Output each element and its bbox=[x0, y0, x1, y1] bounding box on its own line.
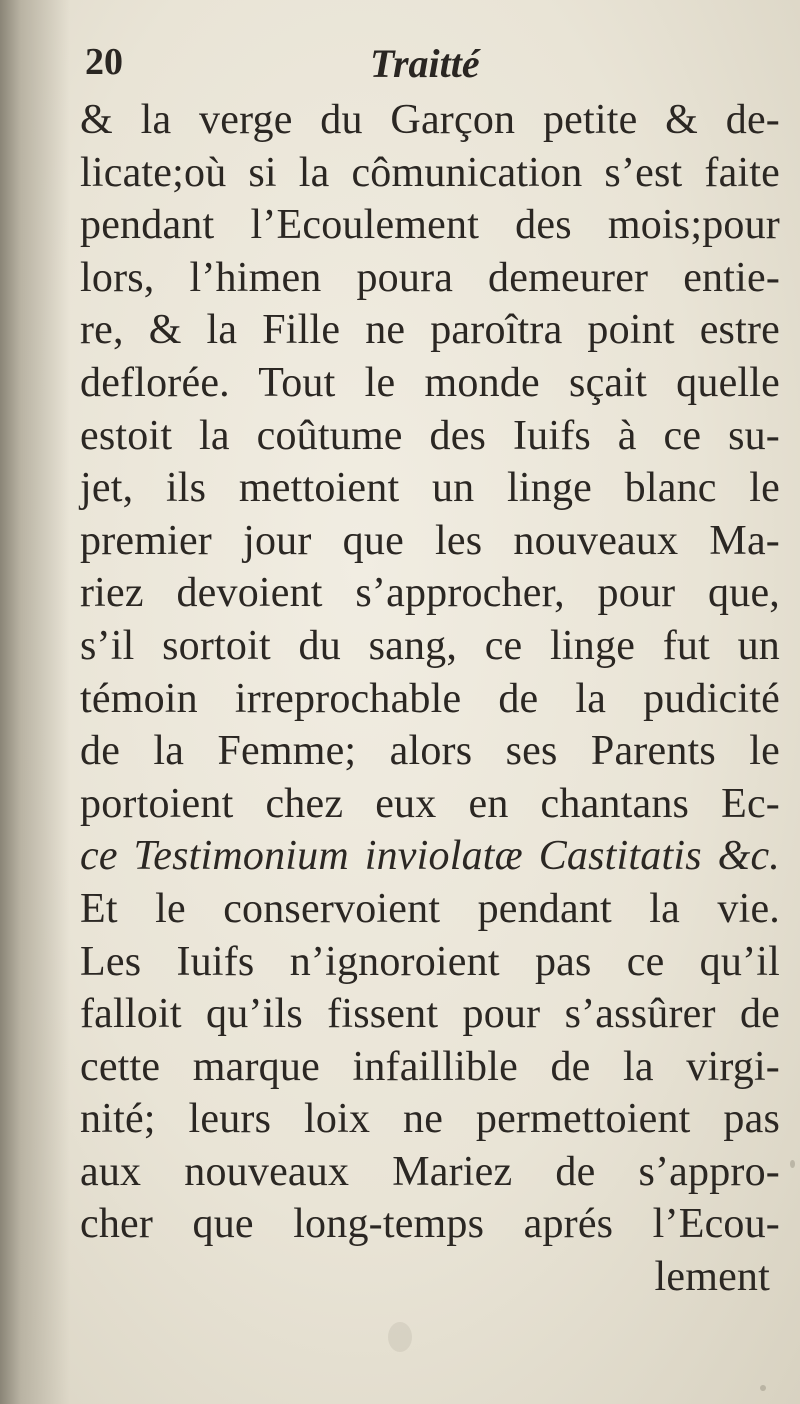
paper-speck bbox=[790, 1160, 795, 1168]
text-line: ce Testimonium inviolatæ Castitatis &c. bbox=[80, 833, 780, 880]
text-line: témoin irreprochable de la pudicité bbox=[80, 675, 780, 722]
body-text bbox=[80, 94, 780, 1304]
text-line: estoit la coûtume des Iuifs à ce su- bbox=[80, 412, 780, 459]
text-line: premier jour que les nouveaux Ma- bbox=[80, 517, 780, 564]
text-line: & la verge du Garçon petite & de- bbox=[80, 97, 780, 143]
catchword: lement bbox=[654, 1254, 770, 1301]
text-line: cher que long-temps aprés l’Ecou- bbox=[80, 1201, 780, 1248]
gutter-shadow bbox=[0, 0, 70, 1404]
text-line: riez devoient s’approcher, pour que, bbox=[80, 570, 780, 617]
text-line: portoient chez eux en chantans Ec- bbox=[80, 780, 780, 827]
page-number: 20 bbox=[85, 41, 123, 83]
page-header bbox=[85, 40, 725, 90]
paper-speck bbox=[760, 1385, 766, 1391]
text-line: pendant l’Ecoulement des mois;pour bbox=[80, 202, 780, 249]
paper-speck bbox=[388, 1322, 412, 1352]
text-line: jet, ils mettoient un linge blanc le bbox=[80, 465, 780, 512]
text-line: de la Femme; alors ses Parents le bbox=[80, 728, 780, 775]
text-line: nité; leurs loix ne permettoient pas bbox=[80, 1096, 780, 1143]
running-head: Traitté bbox=[370, 41, 480, 86]
text-line: falloit qu’ils fissent pour s’assûrer de bbox=[80, 991, 780, 1038]
text-line: s’il sortoit du sang, ce linge fut un bbox=[80, 622, 780, 669]
text-line: re, & la Fille ne paroîtra point estre bbox=[80, 307, 780, 354]
text-line: Et le conservoient pendant la vie. bbox=[80, 885, 780, 932]
text-line: licate;où si la cômunication s’est faite bbox=[80, 149, 780, 196]
text-line: Les Iuifs n’ignoroient pas ce qu’il bbox=[80, 938, 780, 985]
text-line: deflorée. Tout le monde sçait quelle bbox=[80, 359, 780, 406]
text-line: lors, l’himen poura demeurer entie- bbox=[80, 254, 780, 301]
text-line: cette marque infaillible de la virgi- bbox=[80, 1043, 780, 1090]
text-line: aux nouveaux Mariez de s’appro- bbox=[80, 1148, 780, 1195]
